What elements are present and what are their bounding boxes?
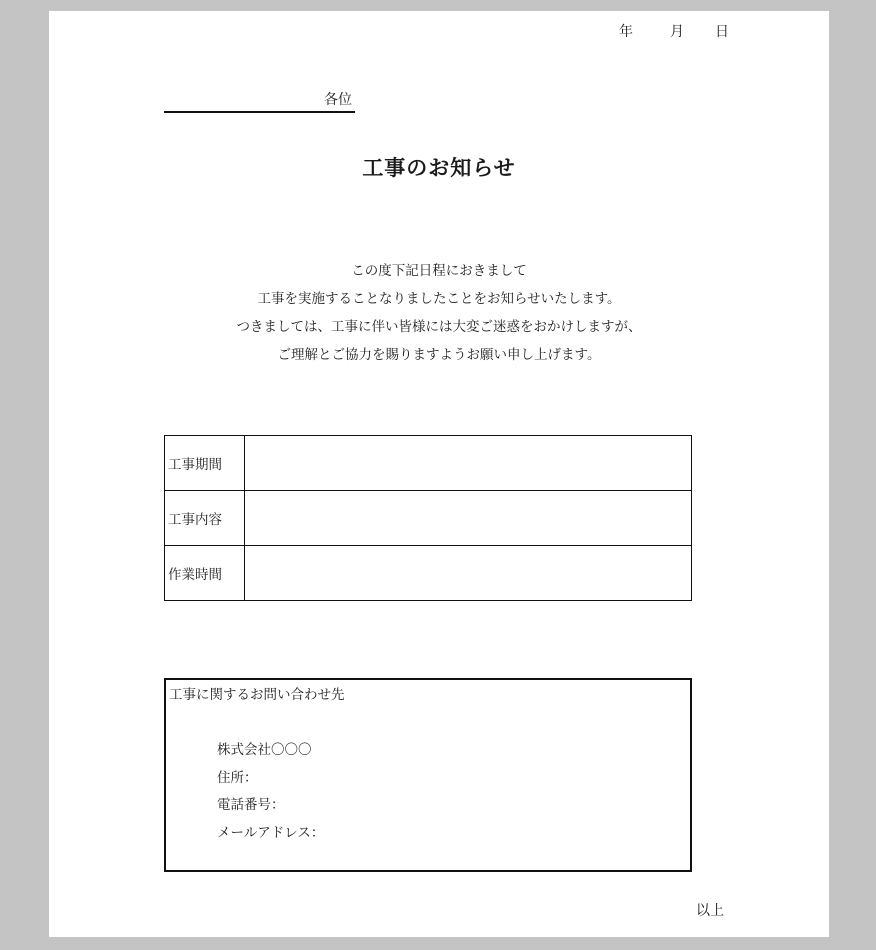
table-row [165,546,692,601]
date-year-label: 年 [619,24,633,40]
address-label: 住所： [217,769,258,786]
body-line: この度下記日程におきまして [351,263,527,279]
work-hours-value [245,546,692,601]
closing-text: 以上 [696,903,724,919]
date-month-label: 月 [670,24,684,40]
table-row [165,491,692,546]
contact-details [217,737,324,847]
notice-body [49,257,829,369]
contact-box [164,678,692,872]
addressee-label: 各位 [324,92,352,108]
table-row [165,436,692,491]
body-line: ご理解とご協力を賜りますようお願い申し上げます。 [277,347,601,363]
date-day-label: 日 [715,24,729,40]
document-page [49,11,829,937]
phone-label: 電話番号： [217,797,285,813]
email-label: メールアドレス： [217,824,325,841]
addressee-line [164,87,355,113]
company-name: 株式会社〇〇〇 [217,742,312,758]
construction-period-label: 工事期間 [165,436,245,491]
work-hours-label: 作業時間 [165,546,245,601]
construction-details-label: 工事内容 [165,491,245,546]
contact-heading: 工事に関するお問い合わせ先 [169,687,345,703]
body-line: つきましては、工事に伴い皆様には大変ご迷惑をおかけしますが、 [236,319,642,335]
body-line: 工事を実施することなりましたことをお知らせいたします。 [257,291,621,307]
construction-details-value [245,491,692,546]
construction-period-value [245,436,692,491]
document-title: 工事のお知らせ [362,156,516,180]
construction-info-table [164,435,692,601]
